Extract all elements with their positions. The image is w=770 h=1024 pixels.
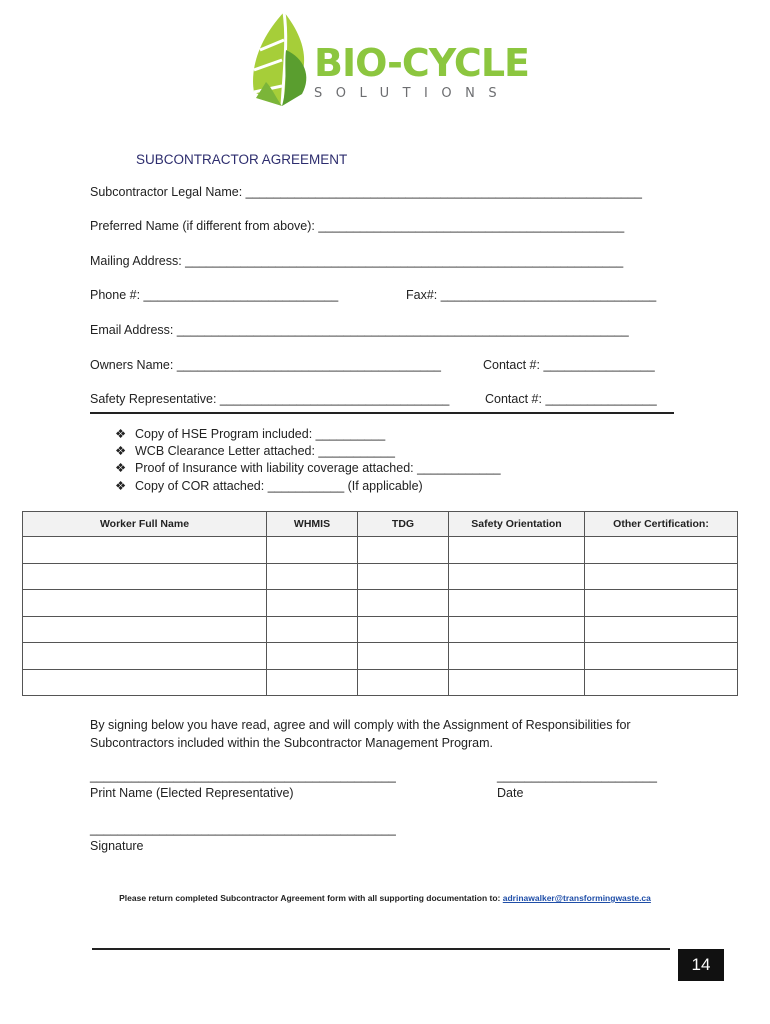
signature-line[interactable]: ____________________________________________ bbox=[90, 822, 396, 836]
preferred-name-field[interactable]: Preferred Name (if different from above): ____________________________________________ bbox=[90, 219, 625, 233]
email-field[interactable]: Email Address: _________________________________________________________________ bbox=[90, 323, 629, 337]
table-cell[interactable] bbox=[585, 669, 738, 696]
contact-email-link[interactable]: adrinawalker@transformingwaste.ca bbox=[502, 893, 651, 903]
owners-contact-field[interactable]: Contact #: ________________ bbox=[483, 358, 655, 372]
table-cell[interactable] bbox=[358, 669, 449, 696]
col-tdg: TDG bbox=[358, 512, 449, 537]
col-whmis: WHMIS bbox=[267, 512, 358, 537]
table-cell[interactable] bbox=[23, 537, 267, 564]
table-row bbox=[23, 537, 738, 564]
agreement-text: By signing below you have read, agree and will comply with the Assignment of Responsibilities for Subcontractors included within the Subcontractor Management Program. bbox=[90, 718, 631, 750]
safety-rep-field[interactable]: Safety Representative: _________________________________ bbox=[90, 392, 450, 406]
table-cell[interactable] bbox=[358, 537, 449, 564]
table-cell[interactable] bbox=[23, 643, 267, 670]
table-cell[interactable] bbox=[267, 643, 358, 670]
owners-name-field[interactable]: Owners Name: ______________________________________ bbox=[90, 358, 442, 372]
table-row bbox=[23, 616, 738, 643]
diamond-bullet-icon: ❖ bbox=[115, 444, 127, 458]
table-cell[interactable] bbox=[358, 563, 449, 590]
table-cell[interactable] bbox=[23, 563, 267, 590]
print-name-line[interactable]: ____________________________________________ bbox=[90, 769, 396, 783]
table-cell[interactable] bbox=[267, 590, 358, 617]
table-cell[interactable] bbox=[585, 616, 738, 643]
checklist-item[interactable]: ❖ Copy of COR attached: ___________ (If applicable) bbox=[115, 479, 423, 493]
table-cell[interactable] bbox=[449, 537, 585, 564]
legal-name-field[interactable]: Subcontractor Legal Name: _________________________________________________________ bbox=[90, 185, 642, 199]
diamond-bullet-icon: ❖ bbox=[115, 427, 127, 441]
date-line[interactable]: _______________________ bbox=[497, 769, 657, 783]
col-other-certification: Other Certification: bbox=[585, 512, 738, 537]
table-cell[interactable] bbox=[267, 669, 358, 696]
table-header-row bbox=[23, 512, 738, 537]
brand-name: BIO-CYCLE bbox=[314, 41, 529, 85]
table-cell[interactable] bbox=[449, 563, 585, 590]
table-cell[interactable] bbox=[267, 563, 358, 590]
return-instructions: Please return completed Subcontractor Agreement form with all supporting documentation to: adrinawalker@transformingwaste.ca bbox=[119, 893, 651, 903]
table-cell[interactable] bbox=[358, 616, 449, 643]
fax-field[interactable]: Fax#: _______________________________ bbox=[406, 288, 657, 302]
table-cell[interactable] bbox=[267, 616, 358, 643]
table-cell[interactable] bbox=[585, 643, 738, 670]
signature-label: Signature bbox=[90, 839, 144, 853]
table-cell[interactable] bbox=[449, 616, 585, 643]
table-cell[interactable] bbox=[23, 616, 267, 643]
workers-table bbox=[22, 511, 738, 696]
table-cell[interactable] bbox=[585, 537, 738, 564]
table-cell[interactable] bbox=[23, 590, 267, 617]
checklist-item[interactable]: ❖ Proof of Insurance with liability coverage attached: ____________ bbox=[115, 461, 501, 475]
page-number: 14 bbox=[678, 949, 724, 981]
table-cell[interactable] bbox=[23, 669, 267, 696]
checklist-item[interactable]: ❖ WCB Clearance Letter attached: ___________ bbox=[115, 444, 395, 458]
table-row bbox=[23, 669, 738, 696]
table-cell[interactable] bbox=[585, 590, 738, 617]
table-row bbox=[23, 563, 738, 590]
table-row bbox=[23, 590, 738, 617]
col-safety-orientation: Safety Orientation bbox=[449, 512, 585, 537]
table-cell[interactable] bbox=[358, 643, 449, 670]
table-row bbox=[23, 643, 738, 670]
safety-contact-field[interactable]: Contact #: ________________ bbox=[485, 392, 657, 406]
form-title: SUBCONTRACTOR AGREEMENT bbox=[136, 152, 348, 167]
diamond-bullet-icon: ❖ bbox=[115, 461, 127, 475]
mailing-address-field[interactable]: Mailing Address: _______________________________________________________________ bbox=[90, 254, 624, 268]
phone-field[interactable]: Phone #: ____________________________ bbox=[90, 288, 339, 302]
col-worker-name: Worker Full Name bbox=[23, 512, 267, 537]
footer-divider bbox=[92, 948, 670, 950]
table-cell[interactable] bbox=[449, 643, 585, 670]
print-name-label: Print Name (Elected Representative) bbox=[90, 786, 294, 800]
section-divider bbox=[90, 412, 674, 414]
table-cell[interactable] bbox=[449, 669, 585, 696]
table-cell[interactable] bbox=[358, 590, 449, 617]
date-label: Date bbox=[497, 786, 524, 800]
diamond-bullet-icon: ❖ bbox=[115, 479, 127, 493]
brand-subtitle: SOLUTIONS bbox=[314, 86, 511, 101]
table-cell[interactable] bbox=[267, 537, 358, 564]
checklist-item[interactable]: ❖ Copy of HSE Program included: __________ bbox=[115, 427, 386, 441]
table-cell[interactable] bbox=[449, 590, 585, 617]
table-cell[interactable] bbox=[585, 563, 738, 590]
